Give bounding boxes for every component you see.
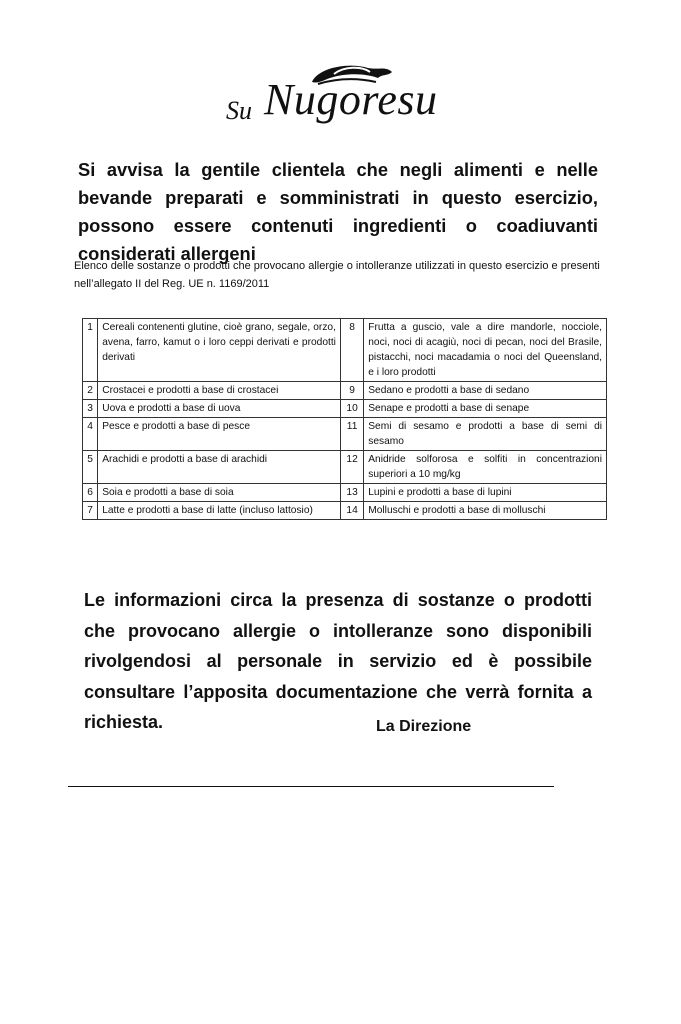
allergen-text: Crostacei e prodotti a base di crostacei bbox=[98, 382, 341, 400]
allergen-number: 3 bbox=[83, 400, 98, 418]
allergen-number: 5 bbox=[83, 451, 98, 484]
table-row bbox=[83, 418, 607, 451]
allergen-number: 2 bbox=[83, 382, 98, 400]
allergen-text: Senape e prodotti a base di senape bbox=[364, 400, 607, 418]
logo-prefix: Su bbox=[226, 96, 252, 125]
allergen-text: Frutta a guscio, vale a dire mandorle, nocciole, noci, noci di acagiù, noci di pecan, noci del Brasile, pistacchi, noci macadamia o noci del Queensland, e i loro prodotti bbox=[364, 319, 607, 382]
allergen-text: Latte e prodotti a base di latte (incluso lattosio) bbox=[98, 502, 341, 520]
logo-name: Nugoresu bbox=[264, 75, 438, 124]
table-row bbox=[83, 484, 607, 502]
intro-notice: Si avvisa la gentile clientela che negli alimenti e nelle bevande preparati e somministrati in questo esercizio, possono essere contenuti ingredienti o coadiuvanti considerati allergeni bbox=[78, 159, 598, 264]
allergen-text: Soia e prodotti a base di soia bbox=[98, 484, 341, 502]
allergen-list-caption: Elenco delle sostanze o prodotti che provocano allergie o intolleranze utilizzati in questo esercizio e presenti nell’allegato II del Reg. UE n. 1169/2011 bbox=[74, 260, 600, 290]
allergen-number: 6 bbox=[83, 484, 98, 502]
allergen-number: 1 bbox=[83, 319, 98, 382]
table-row bbox=[83, 400, 607, 418]
allergen-number: 9 bbox=[340, 382, 363, 400]
allergen-number: 11 bbox=[340, 418, 363, 451]
allergen-text: Cereali contenenti glutine, cioè grano, segale, orzo, avena, farro, kamut o i loro ceppi derivati e prodotti derivati bbox=[98, 319, 341, 382]
allergen-number: 4 bbox=[83, 418, 98, 451]
allergen-text: Semi di sesamo e prodotti a base di semi di sesamo bbox=[364, 418, 607, 451]
table-row bbox=[83, 502, 607, 520]
info-notice: Le informazioni circa la presenza di sostanze o prodotti che provocano allergie o intolleranze sono disponibili rivolgendosi al personale in servizio ed è possibile consultare l’apposita documentazione che verrà fornita a richiesta. bbox=[84, 590, 592, 732]
table-row bbox=[83, 319, 607, 382]
allergen-text: Lupini e prodotti a base di lupini bbox=[364, 484, 607, 502]
allergen-number: 10 bbox=[340, 400, 363, 418]
allergen-text: Molluschi e prodotti a base di molluschi bbox=[364, 502, 607, 520]
allergen-text: Sedano e prodotti a base di sedano bbox=[364, 382, 607, 400]
allergen-text: Uova e prodotti a base di uova bbox=[98, 400, 341, 418]
signature: La Direzione bbox=[376, 718, 472, 735]
allergen-text: Anidride solforosa e solfiti in concentrazioni superiori a 10 mg/kg bbox=[364, 451, 607, 484]
allergen-number: 7 bbox=[83, 502, 98, 520]
allergen-text: Pesce e prodotti a base di pesce bbox=[98, 418, 341, 451]
allergen-number: 12 bbox=[340, 451, 363, 484]
allergen-number: 13 bbox=[340, 484, 363, 502]
allergen-number: 8 bbox=[340, 319, 363, 382]
allergen-text: Arachidi e prodotti a base di arachidi bbox=[98, 451, 341, 484]
table-row bbox=[83, 451, 607, 484]
allergen-number: 14 bbox=[340, 502, 363, 520]
signature-line bbox=[68, 786, 554, 787]
allergen-table bbox=[82, 318, 607, 520]
table-row bbox=[83, 382, 607, 400]
logo bbox=[226, 60, 466, 140]
